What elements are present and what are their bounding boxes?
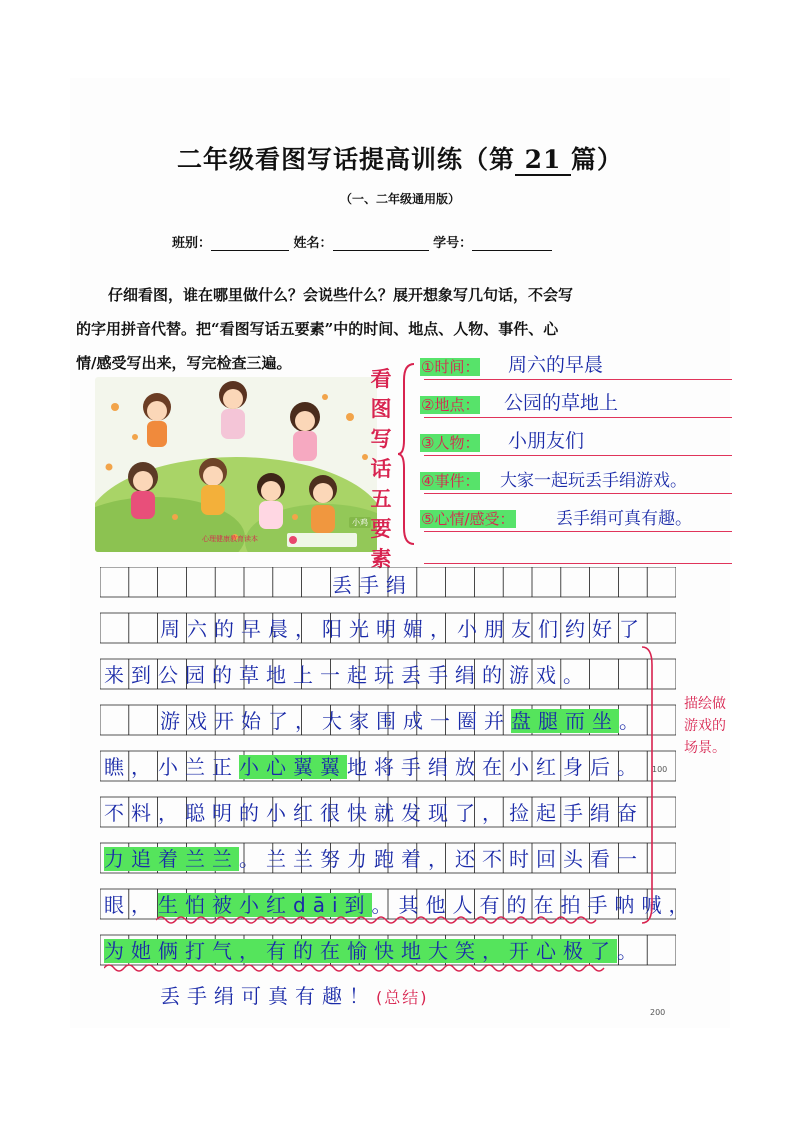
composition-line-4: 瞧，小兰正小心翼翼地将手绢放在小红身后。 [104, 755, 644, 779]
name-label: 姓名： [293, 236, 333, 251]
composition-line-3: 游戏开始了，大家围成一圈并盘腿而坐。 [160, 709, 646, 733]
student-info-row [172, 232, 552, 251]
wavy-underline-2 [104, 961, 664, 975]
word-count-200: 200 [650, 1008, 666, 1017]
title-number: 21 [515, 145, 571, 176]
composition-line-8: 为她俩打气，有的在愉快地大笑，开心极了。 [104, 939, 644, 963]
instruction-text: 仔细看图，谁在哪里做什么？会说些什么？展开想象写几句话，不会写 的字用拼音代替。把“看图写话五要素”中的时间、地点、人物、事件、心 情/感受写出来，写完检查三遍。 [76, 286, 574, 372]
illustration-image [95, 377, 377, 552]
class-field[interactable] [211, 236, 289, 251]
element-row-blank [420, 534, 732, 564]
composition-title: 丢手绢 [332, 573, 413, 597]
element-row-event: ④事件： 大家一起玩丢手绢游戏。 [420, 464, 732, 494]
composition-line-5: 不料，聪明的小红很快就发现了，捡起手绢奋 [104, 801, 644, 825]
kids-playing-illustration [95, 377, 377, 552]
page-subtitle: （一、二年级通用版） [339, 192, 460, 206]
writing-grid [100, 567, 696, 985]
side-bracket [640, 645, 656, 925]
name-field[interactable] [333, 236, 429, 251]
five-elements-heading: 看 图 写 话 五 要 素 [370, 367, 392, 571]
composition-line-7: 眼，生怕被小红dāi到。其他人有的在拍手呐喊， [104, 893, 696, 917]
composition-line-6: 力追着兰兰。兰兰努力跑着，还不时回头看一 [104, 847, 644, 871]
id-label: 学号： [433, 236, 473, 251]
composition-line-2: 来到公园的草地上一起玩丢手绢的游戏。 [104, 663, 590, 687]
margin-annotation: 描绘做游戏的场景。 [684, 696, 726, 756]
illustration-corner-label: 小鸡 [349, 517, 371, 528]
element-row-people: ③人物： 小朋友们 [420, 426, 732, 456]
page-title: 二年级看图写话提高训练（第 21 篇） [176, 145, 624, 174]
curly-brace [396, 360, 418, 548]
illustration-caption: 心理健康教育读本 [202, 535, 258, 543]
composition-line-1: 周六的早晨，阳光明媚，小朋友们约好了 [160, 617, 646, 641]
id-field[interactable] [472, 236, 552, 251]
word-count-100: 100 [652, 765, 668, 774]
element-row-feeling: ⑤心情/感受： 丢手绢可真有趣。 [420, 502, 732, 532]
class-label: 班别： [172, 236, 212, 251]
wavy-underline-1 [156, 913, 656, 927]
element-row-time: ①时间： 周六的早晨 [420, 350, 732, 380]
composition-line-9: 丢手绢可真有趣！(总结) [160, 984, 429, 1008]
element-row-place: ②地点： 公园的草地上 [420, 388, 732, 418]
